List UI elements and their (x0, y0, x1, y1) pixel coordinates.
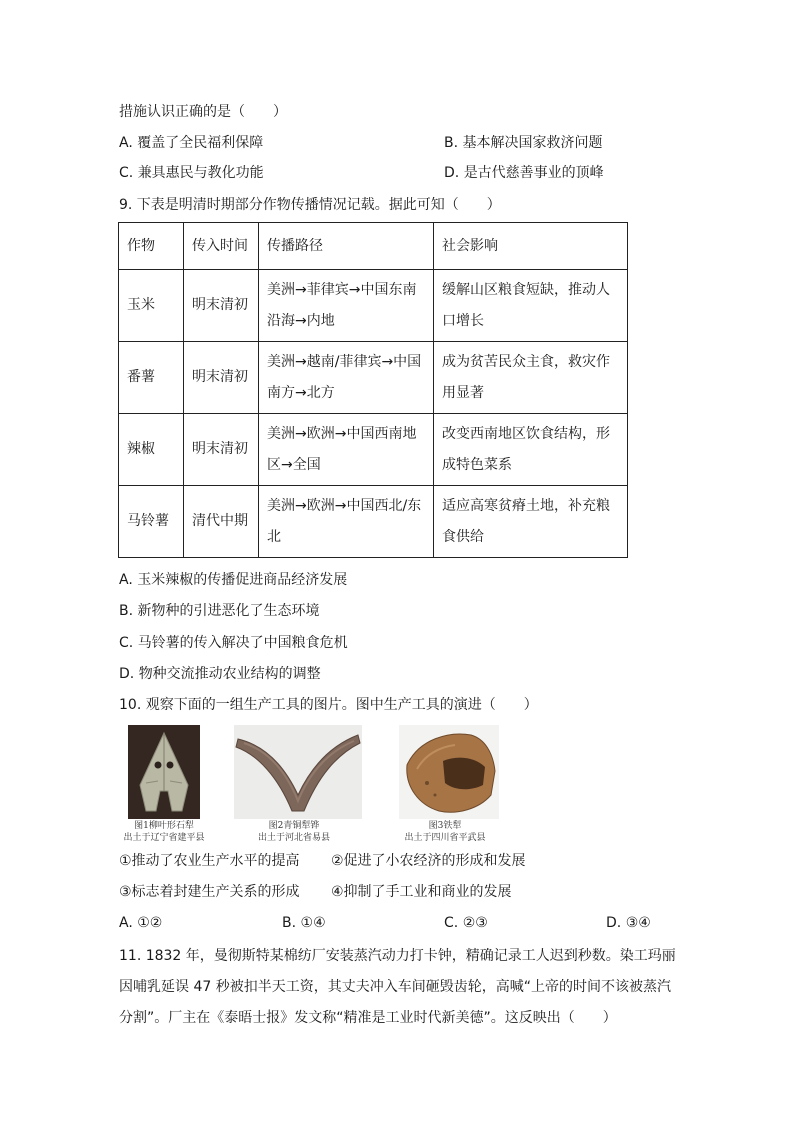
q8-stem-tail: 措施认识正确的是（ ） (119, 104, 287, 120)
cell-path: 美洲→欧洲→中国西北/东 北 (259, 486, 434, 558)
q10-statement-1: ①推动了农业生产水平的提高 (119, 853, 300, 869)
cell-crop: 番薯 (119, 342, 184, 414)
cell-time: 清代中期 (184, 486, 259, 558)
q8-option-c: C. 兼具惠民与教化功能 (119, 165, 264, 181)
q9-stem: 9. 下表是明清时期部分作物传播情况记载。据此可知（ ） (119, 197, 501, 213)
cell-time: 明末清初 (184, 414, 259, 486)
header-time: 传入时间 (184, 223, 259, 270)
cell-crop: 玉米 (119, 270, 184, 342)
q10-option-c: C. ②③ (444, 915, 488, 931)
cell-crop: 马铃薯 (119, 486, 184, 558)
header-impact: 社会影响 (434, 223, 628, 270)
stone-plough-image (128, 725, 200, 819)
figure2-caption: 图2青铜犁铧 出土于河北省易县 (257, 821, 330, 843)
cell-time: 明末清初 (184, 342, 259, 414)
q11-line-1: 11. 1832 年，曼彻斯特某棉纺厂安装蒸汽动力打卡钟，精确记录工人迟到秒数。染工玛丽 (119, 948, 676, 964)
cell-path: 美洲→菲律宾→中国东南 沿海→内地 (259, 270, 434, 342)
header-path: 传播路径 (259, 223, 434, 270)
q10-statement-2: ②促进了小农经济的形成和发展 (331, 853, 526, 869)
header-crop: 作物 (119, 223, 184, 270)
q11-line-3: 分割”。厂主在《泰晤士报》发文称“精准是工业时代新美德”。这反映出（ ） (119, 1010, 617, 1026)
figure1-caption: 图1柳叶形石犁 出土于辽宁省建平县 (123, 821, 205, 843)
q8-option-b: B. 基本解决国家救济问题 (444, 135, 603, 151)
q8-option-d: D. 是古代慈善事业的顶峰 (444, 165, 604, 181)
q10-option-a: A. ①② (119, 915, 163, 931)
cell-time: 明末清初 (184, 270, 259, 342)
q10-statement-4: ④抑制了手工业和商业的发展 (331, 884, 512, 900)
q9-option-b: B. 新物种的引进恶化了生态环境 (119, 603, 320, 619)
cell-impact: 成为贫苦民众主食，救灾作 用显著 (434, 342, 628, 414)
q10-option-d: D. ③④ (606, 915, 651, 931)
table-row (119, 270, 628, 342)
q9-option-c: C. 马铃薯的传入解决了中国粮食危机 (119, 635, 348, 651)
table-row (119, 342, 628, 414)
cell-impact: 缓解山区粮食短缺，推动人 口增长 (434, 270, 628, 342)
crop-table (118, 222, 628, 558)
cell-impact: 改变西南地区饮食结构，形 成特色菜系 (434, 414, 628, 486)
cell-crop: 辣椒 (119, 414, 184, 486)
table-header-row (119, 223, 628, 270)
bronze-plough-image (234, 725, 362, 819)
q11-line-2: 因哺乳延误 47 秒被扣半天工资，其丈夫冲入车间砸毁齿轮，高喊“上帝的时间不该被蒸汽 (119, 979, 671, 995)
cell-path: 美洲→越南/菲律宾→中国 南方→北方 (259, 342, 434, 414)
q10-stem: 10. 观察下面的一组生产工具的图片。图中生产工具的演进（ ） (119, 697, 538, 713)
cell-impact: 适应高寒贫瘠土地，补充粮 食供给 (434, 486, 628, 558)
iron-plough-image (399, 725, 499, 819)
q8-option-a: A. 覆盖了全民福利保障 (119, 135, 264, 151)
cell-path: 美洲→欧洲→中国西南地 区→全国 (259, 414, 434, 486)
table-row (119, 486, 628, 558)
q11-stem (119, 941, 679, 1034)
table-row (119, 414, 628, 486)
q9-option-d: D. 物种交流推动农业结构的调整 (119, 666, 321, 682)
figure3-caption: 图3铁犁 出土于四川省平武县 (404, 821, 486, 843)
q9-option-a: A. 玉米辣椒的传播促进商品经济发展 (119, 572, 348, 588)
q10-statement-3: ③标志着封建生产关系的形成 (119, 884, 300, 900)
q10-option-b: B. ①④ (282, 915, 326, 931)
